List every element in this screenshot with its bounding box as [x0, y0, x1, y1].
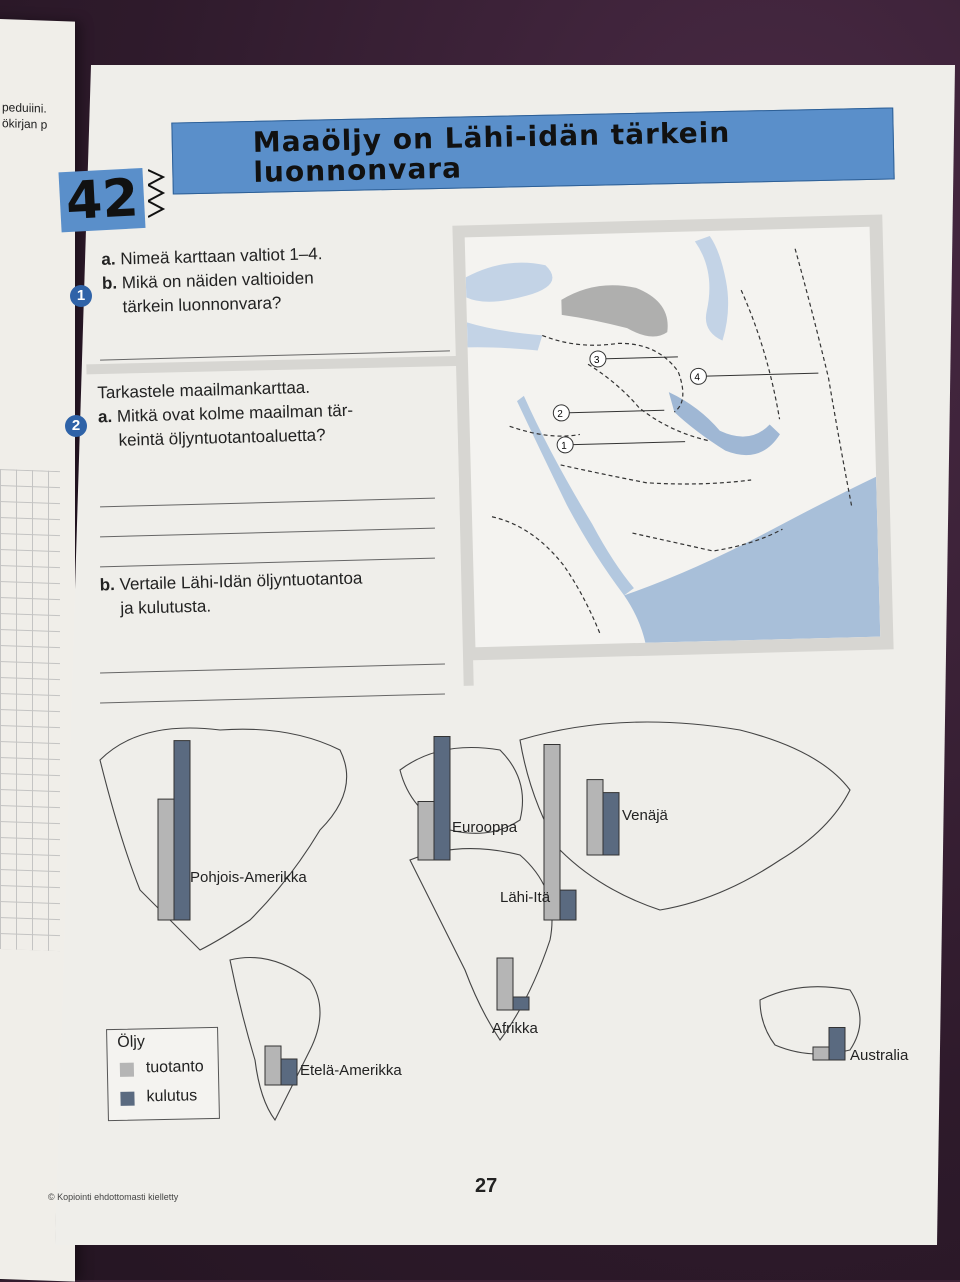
bar-consumption-5 [281, 1059, 297, 1085]
title-line-1: Maaöljy on Lähi-idän tärkein [252, 115, 731, 159]
mediterranean-sea [467, 320, 543, 352]
left-page-line-1: peduiini. [2, 100, 47, 116]
south-america-outline [230, 958, 320, 1121]
task-1b-prefix: b. [101, 273, 118, 293]
bar-production-5 [265, 1046, 281, 1085]
marker-2-line [569, 410, 664, 412]
bar-consumption-3 [560, 890, 576, 920]
task-2b-line-1: Vertaile Lähi-Idän öljyntuotantoa [119, 568, 363, 594]
chapter-number [58, 168, 151, 233]
region-label-3: Lähi-Itä [500, 889, 551, 906]
left-page-line-2: ökirjan p [2, 116, 48, 132]
asia-outline [520, 722, 850, 910]
marker-4-label: 4 [694, 372, 701, 384]
task-1-number: 1 [70, 285, 92, 307]
bar-production-4 [497, 958, 513, 1010]
marker-2-label: 2 [557, 408, 564, 421]
region-label-2: Venäjä [622, 807, 668, 824]
legend-swatch-consumption [120, 1092, 134, 1106]
task-2b-line-2: ja kulutusta. [120, 596, 212, 618]
bar-production-1 [418, 802, 434, 861]
marker-3-line [606, 357, 678, 359]
region-label-0: Pohjois-Amerikka [190, 869, 307, 886]
legend-label-production: tuotanto [145, 1058, 204, 1077]
copyright-notice: © Kopiointi ehdottomasti kielletty [48, 1192, 179, 1202]
map-markers [552, 345, 821, 453]
task-2a-line-1: Mitkä ovat kolme maailman tär- [116, 400, 354, 426]
task-1b-line-2: tärkein luonnonvara? [122, 293, 282, 317]
task-2a-prefix: a. [97, 406, 113, 427]
marker-4-line [706, 373, 818, 376]
middle-east-map [465, 227, 881, 647]
legend-title: Öljy [117, 1033, 146, 1051]
title-line-2: luonnonvara [253, 151, 463, 189]
page-content [48, 70, 950, 1240]
persian-gulf [669, 389, 781, 457]
left-page-grid [0, 469, 60, 951]
bar-production-2 [587, 780, 603, 855]
shaded-region [561, 284, 668, 339]
task-2b-prefix: b. [99, 575, 116, 595]
legend-label-consumption: kulutus [146, 1087, 198, 1106]
bar-production-6 [813, 1047, 829, 1060]
title-bar [171, 107, 894, 194]
bar-consumption-1 [434, 737, 450, 861]
africa-outline [410, 849, 552, 1040]
page-number: 27 [475, 1175, 498, 1197]
zigzag-decoration [148, 165, 168, 225]
bar-consumption-0 [174, 741, 190, 920]
region-label-5: Etelä-Amerikka [300, 1062, 402, 1079]
task-2a-line-2: keintä öljyntuotantoaluetta? [118, 425, 326, 450]
marker-3-label: 3 [593, 354, 600, 367]
task-1b-line-1: Mikä on näiden valtioiden [121, 268, 314, 293]
oil-bars [158, 737, 909, 1086]
black-sea [465, 262, 553, 303]
north-america-outline [100, 728, 347, 950]
page-title [252, 115, 731, 189]
arabian-sea [621, 477, 880, 644]
marker-1-label: 1 [561, 440, 567, 452]
left-page-text [2, 99, 47, 133]
red-sea [517, 393, 634, 598]
chapter-number-text: 42 [58, 168, 145, 232]
bar-consumption-6 [829, 1028, 845, 1061]
middle-east-map-frame [452, 214, 893, 660]
middle-east-map-svg [465, 227, 881, 647]
task-2-question-a [97, 375, 354, 454]
legend-swatch-production [120, 1063, 134, 1077]
task-1a-text: Nimeä karttaan valtiot 1–4. [120, 244, 323, 269]
caspian-sea [695, 236, 729, 342]
region-label-6: Australia [850, 1047, 909, 1064]
marker-1-line [573, 442, 685, 445]
bar-production-0 [158, 799, 174, 920]
region-label-4: Afrikka [492, 1020, 538, 1037]
bar-consumption-2 [603, 793, 619, 855]
task-1-question [101, 242, 324, 320]
bar-consumption-4 [513, 997, 529, 1010]
chart-legend [106, 1027, 220, 1121]
region-label-1: Eurooppa [452, 819, 518, 836]
task-1a-prefix: a. [101, 249, 116, 269]
task-2-question-b [99, 567, 363, 622]
task-2-number: 2 [65, 415, 87, 437]
task-2-intro: Tarkastele maailmankarttaa. [97, 377, 311, 403]
